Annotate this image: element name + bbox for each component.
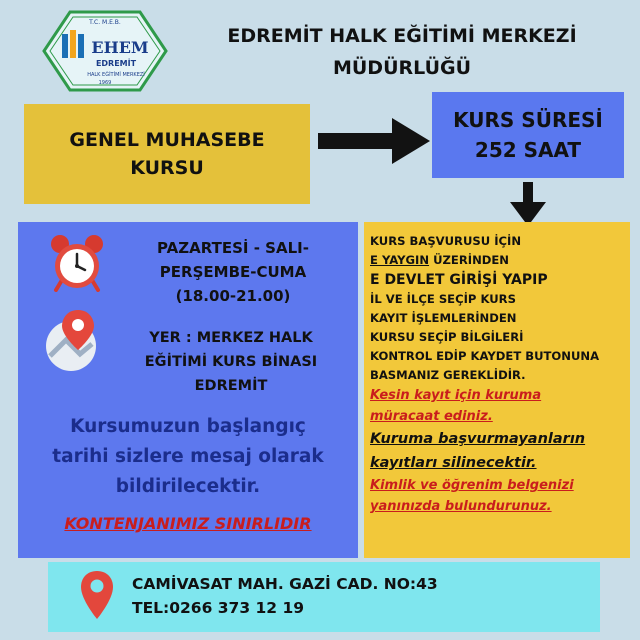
location-pin-icon bbox=[80, 570, 114, 620]
notice-line-2: tarihi sizlere mesaj olarak bbox=[52, 446, 324, 467]
duration-line-1: KURS SÜRESİ bbox=[453, 108, 603, 132]
documents-line-2: yanınızda bulundurunuz. bbox=[370, 499, 552, 514]
instr-line-6: KURSU SEÇİP BİLGİLERİ bbox=[370, 330, 524, 344]
phone-line: TEL:0266 373 12 19 bbox=[132, 599, 305, 617]
title-line-1: EDREMİT HALK EĞİTİMİ MERKEZİ bbox=[227, 25, 577, 47]
location-line-2: EĞİTİMİ KURS BİNASI bbox=[144, 354, 318, 370]
instr-line-4: İL VE İLÇE SEÇİP KURS bbox=[370, 292, 516, 306]
final-registration-line-1: Kesin kayıt için kuruma bbox=[370, 388, 542, 403]
registration-instructions bbox=[364, 222, 630, 558]
logo-sub: HALK EĞİTİMİ MERKEZİ bbox=[87, 72, 145, 78]
course-line-2: KURSU bbox=[130, 157, 204, 179]
schedule-line-1: PAZARTESİ - SALI- bbox=[157, 239, 309, 257]
course-duration-box bbox=[432, 92, 624, 178]
title-line-2: MÜDÜRLÜĞÜ bbox=[332, 57, 472, 79]
deletion-warning-line-1: Kuruma başvurmayanların bbox=[370, 431, 586, 447]
ehem-logo bbox=[34, 8, 176, 94]
e-yaygin-link-text: E YAYGIN bbox=[370, 253, 430, 267]
instr-line-2: E YAYGIN ÜZERİNDEN bbox=[370, 253, 510, 267]
logo-year: 1969 bbox=[98, 80, 112, 86]
start-date-notice bbox=[26, 412, 350, 502]
duration-line-2: 252 SAAT bbox=[474, 138, 582, 162]
map-location-icon bbox=[40, 308, 102, 372]
page-title bbox=[192, 20, 612, 84]
arrow-right-icon bbox=[318, 118, 430, 164]
location-line-3: EDREMİT bbox=[194, 378, 268, 394]
instr-line-3: E DEVLET GİRİŞİ YAPIP bbox=[370, 272, 548, 288]
notice-line-1: Kursumuzun başlangıç bbox=[70, 416, 306, 437]
logo-brand: EHEM bbox=[91, 38, 149, 57]
instr-line-5: KAYIT İŞLEMLERİNDEN bbox=[370, 311, 517, 325]
final-registration-line-2: müracaat ediniz. bbox=[370, 409, 493, 424]
logo-city: EDREMİT bbox=[95, 59, 137, 68]
course-name-box bbox=[24, 104, 310, 204]
course-line-1: GENEL MUHASEBE bbox=[69, 129, 265, 151]
logo-top-text: T.C. M.E.B. bbox=[89, 19, 121, 26]
quota-warning: KONTENJANIMIZ SINIRLIDIR bbox=[64, 514, 312, 533]
schedule-text bbox=[118, 236, 348, 308]
arrow-down-icon bbox=[510, 182, 546, 226]
documents-line-1: Kimlik ve öğrenim belgenizi bbox=[370, 478, 574, 493]
address-text bbox=[132, 572, 438, 620]
location-line-1: YER : MERKEZ HALK bbox=[149, 330, 313, 346]
instr-line-8: BASMANIZ GEREKLİDİR. bbox=[370, 368, 526, 382]
location-text bbox=[114, 326, 348, 398]
deletion-warning-line-2: kayıtları silinecektir. bbox=[370, 455, 537, 471]
instr-line-7: KONTROL EDİP KAYDET BUTONUNA bbox=[370, 349, 600, 363]
notice-line-3: bildirilecektir. bbox=[115, 476, 261, 497]
schedule-line-3: (18.00-21.00) bbox=[175, 287, 291, 305]
address-line: CAMİVASAT MAH. GAZİ CAD. NO:43 bbox=[132, 575, 438, 593]
schedule-line-2: PERŞEMBE-CUMA bbox=[159, 263, 307, 281]
address-panel bbox=[48, 562, 600, 632]
schedule-panel bbox=[18, 222, 358, 558]
alarm-clock-icon bbox=[48, 234, 106, 292]
instr-line-1: KURS BAŞVURUSU İÇİN bbox=[370, 234, 522, 248]
